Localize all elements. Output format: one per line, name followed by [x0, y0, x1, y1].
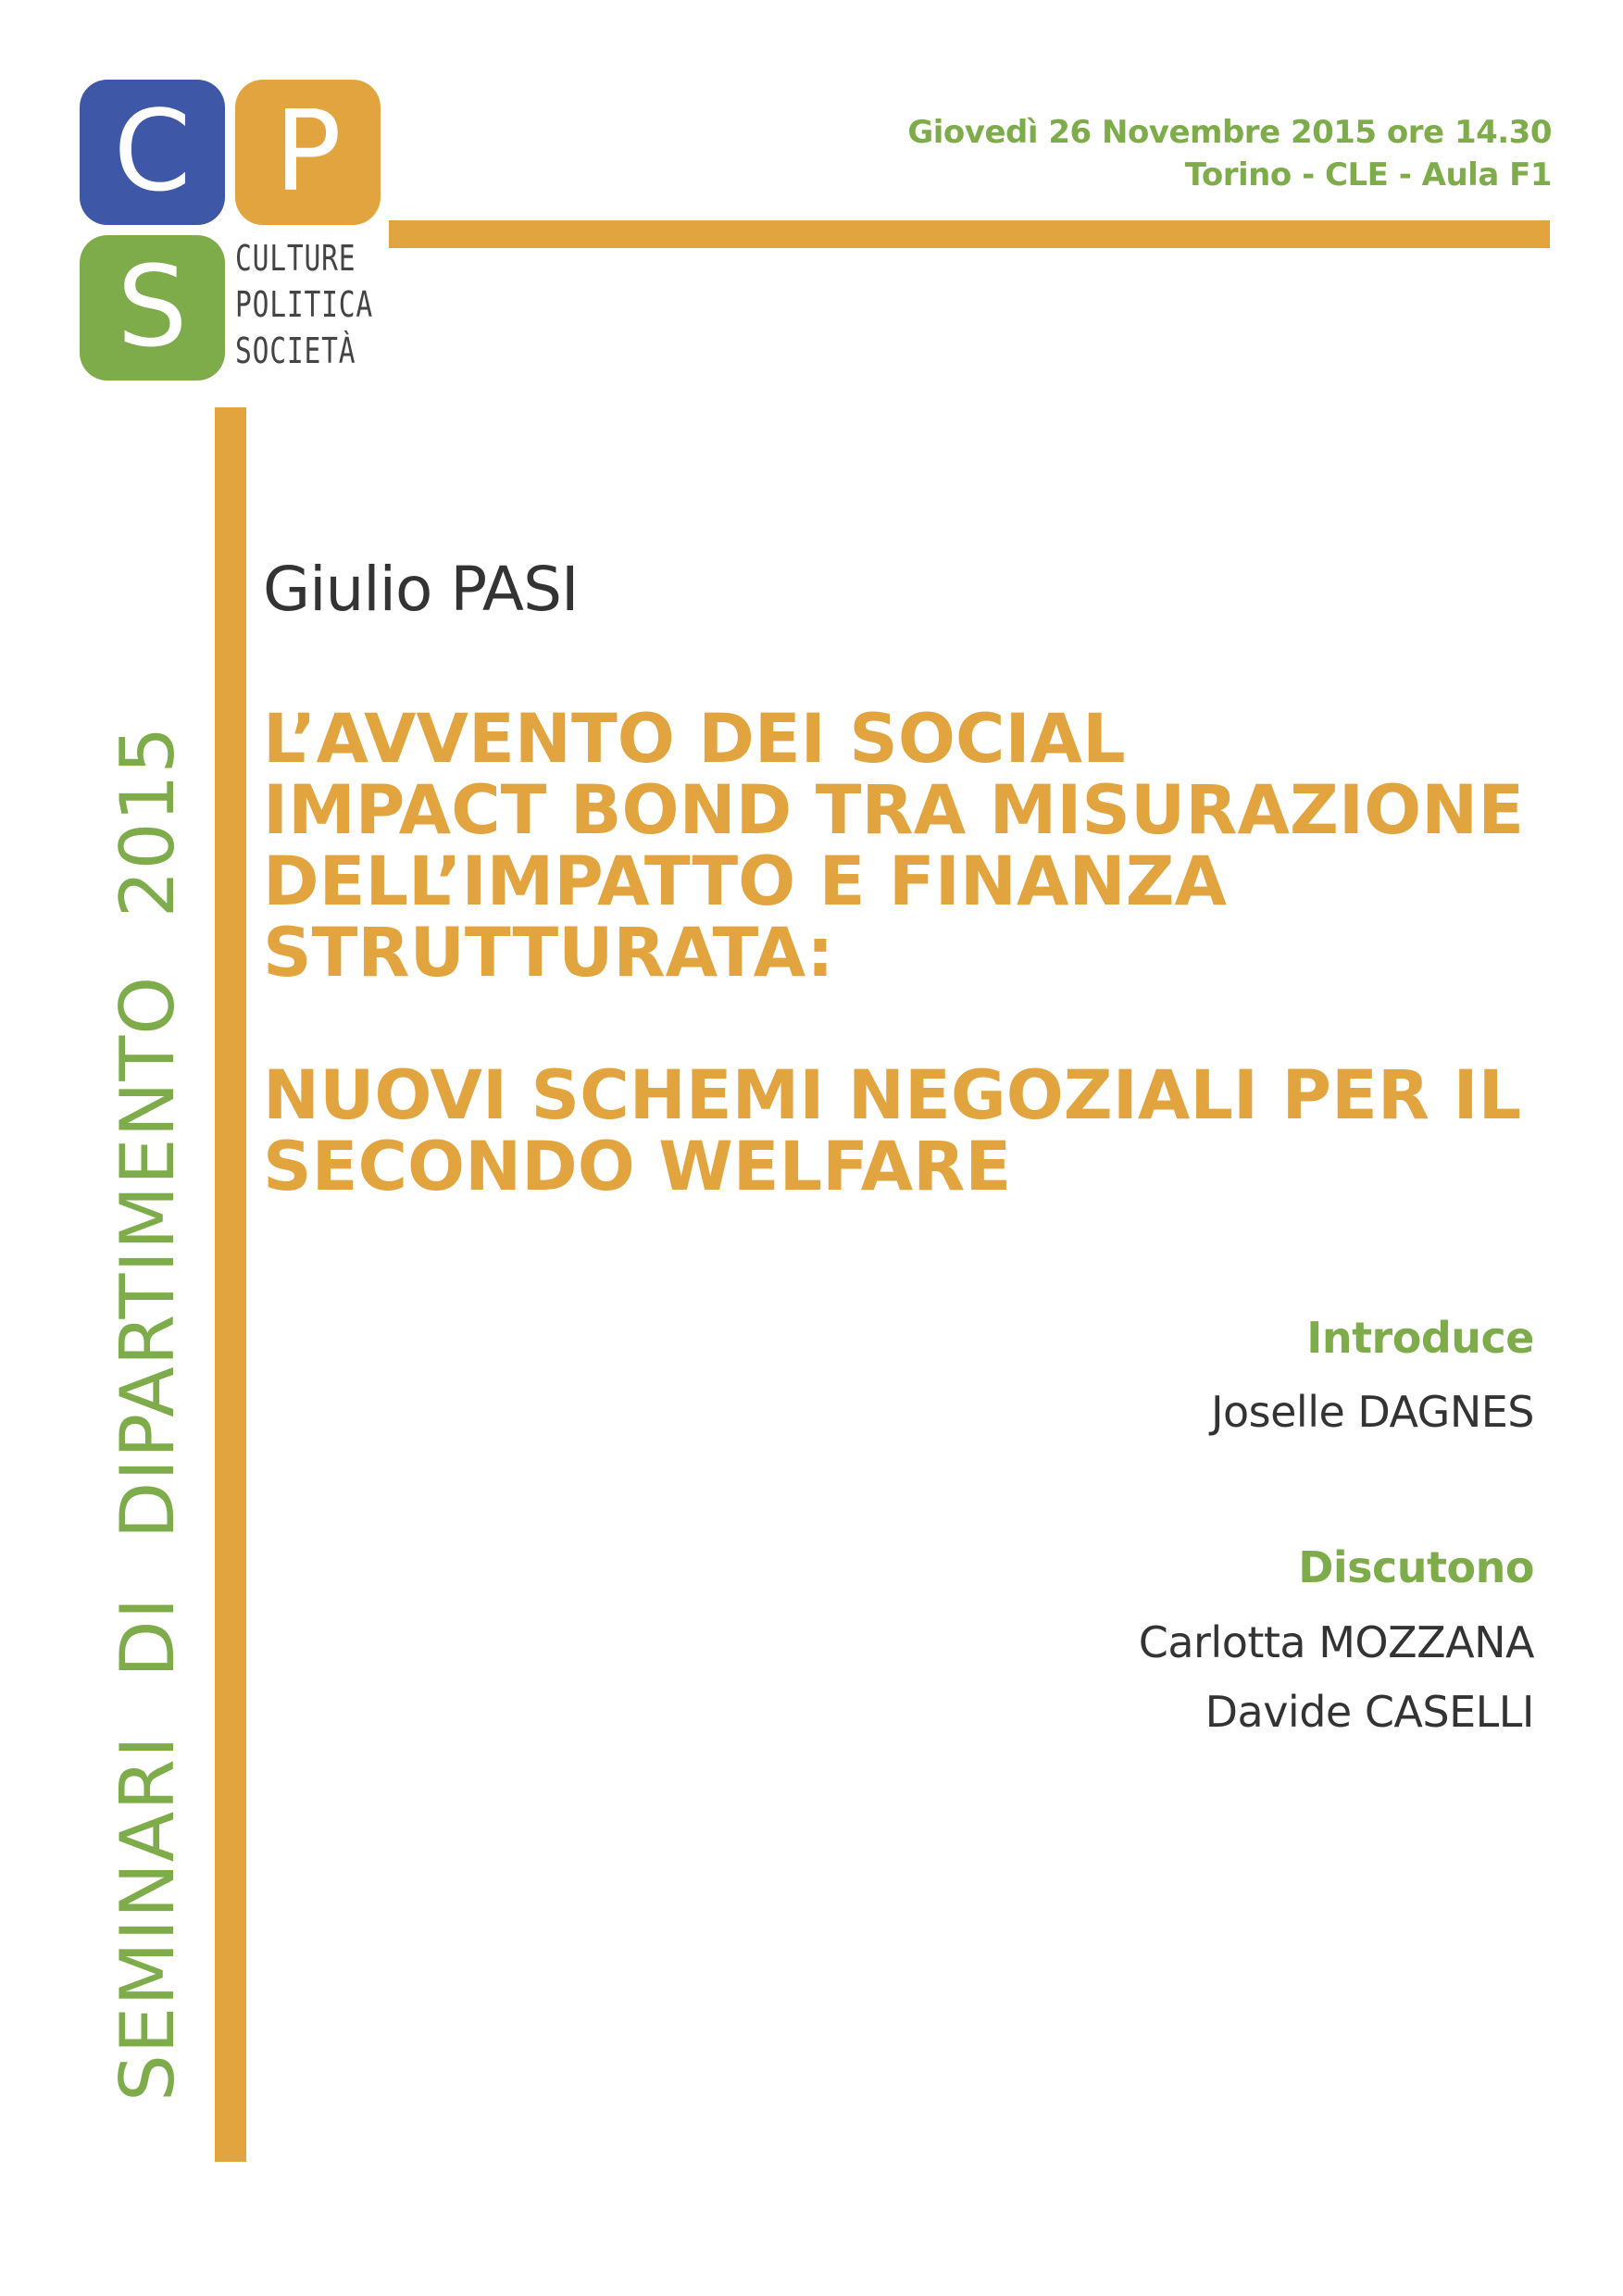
vertical-divider-bar	[215, 407, 246, 2162]
logo-wordmark	[235, 235, 412, 374]
horizontal-divider-bar	[389, 220, 1550, 248]
logo-line-societa: SOCIETÀ	[235, 331, 356, 371]
discussant-name: Carlotta MOZZANA	[1138, 1617, 1534, 1667]
introduce-label: Introduce	[1306, 1313, 1534, 1363]
title-line: IMPACT BOND TRA MISURAZIONE	[263, 771, 1525, 850]
logo-line-culture: CULTURE	[235, 238, 356, 279]
seminar-title	[263, 700, 1559, 1206]
logo-tile-p: P	[235, 80, 381, 225]
logo-tile-s: S	[80, 235, 225, 381]
event-date-time: Giovedì 26 Novembre 2015 ore 14.30	[907, 114, 1552, 151]
title-spacer	[263, 989, 1559, 1060]
event-location: Torino - CLE - Aula F1	[1184, 156, 1552, 193]
introducer-name: Joselle DAGNES	[1210, 1387, 1534, 1437]
title-line: STRUTTURATA:	[263, 914, 834, 992]
title-line: DELL’IMPATTO E FINANZA	[263, 842, 1228, 921]
series-label: SEMINARI DI DIPARTIMENTO 2015	[105, 725, 191, 2102]
discutono-label: Discutono	[1298, 1542, 1534, 1592]
discussant-name: Davide CASELLI	[1205, 1687, 1534, 1737]
logo-line-politica: POLITICA	[235, 284, 374, 325]
speaker-name: Giulio PASI	[263, 554, 579, 625]
logo-tile-c: C	[80, 80, 225, 225]
subtitle-line: NUOVI SCHEMI NEGOZIALI PER IL	[263, 1056, 1522, 1135]
cps-logo	[80, 80, 388, 388]
subtitle-line: SECONDO WELFARE	[263, 1128, 1012, 1206]
title-line: L’AVVENTO DEI SOCIAL	[263, 700, 1126, 779]
event-info	[907, 111, 1552, 196]
